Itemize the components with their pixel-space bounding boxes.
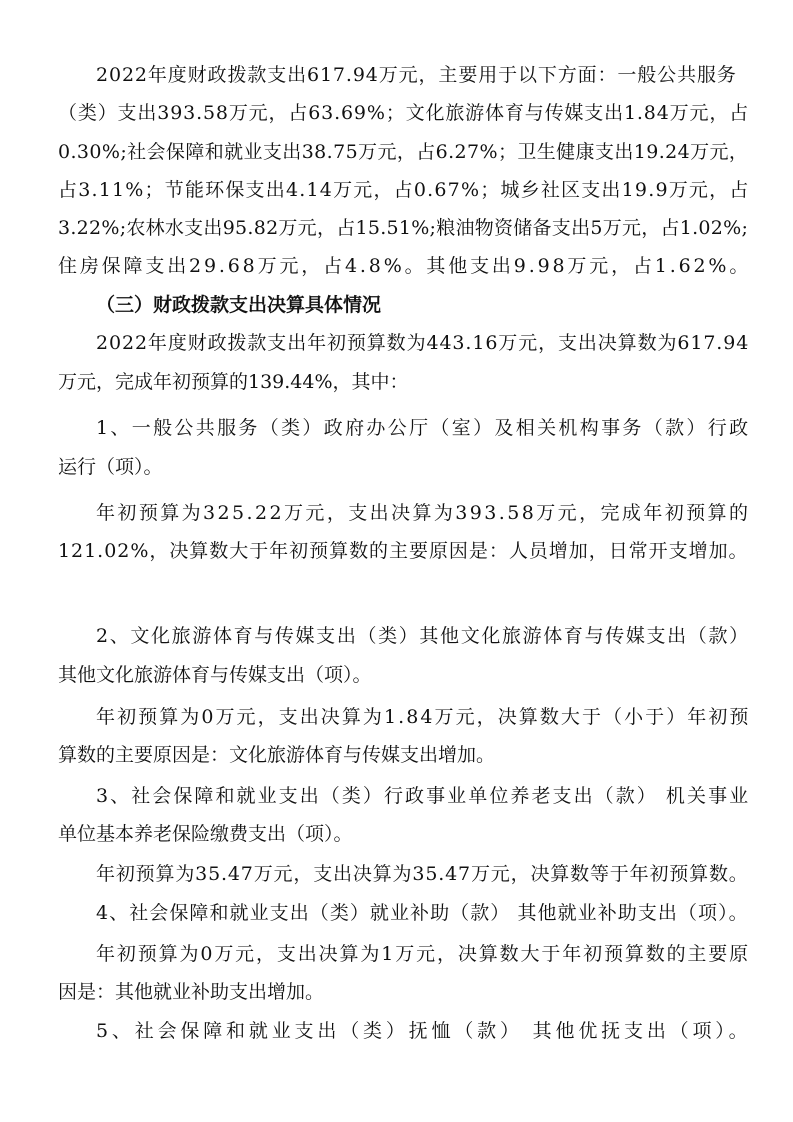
paragraph-line: 4、社会保障和就业支出（类）就业补助（款） 其他就业补助支出（项）。 xyxy=(96,902,749,924)
paragraph-line: （类）支出393.58万元，占63.69%；文化旅游体育与传媒支出1.84万元，占 xyxy=(58,102,750,124)
paragraph-line: 0.30%;社会保障和就业支出38.75万元，占6.27%；卫生健康支出19.24万元， xyxy=(58,141,749,163)
paragraph-line: 算数的主要原因是：文化旅游体育与传媒支出增加。 xyxy=(58,744,496,766)
paragraph-line: 年初预算为0万元，支出决算为1.84万元，决算数大于（小于）年初预 xyxy=(96,706,751,728)
paragraph-line: 万元，完成年初预算的139.44%，其中： xyxy=(58,371,409,393)
paragraph-line: 2022年度财政拨款支出617.94万元，主要用于以下方面：一般公共服务 xyxy=(96,64,737,86)
paragraph-line: 121.02%，决算数大于年初预算数的主要原因是：人员增加，日常开支增加。 xyxy=(58,540,749,562)
paragraph-line: 1、一般公共服务（类）政府办公厅（室）及相关机构事务（款）行政 xyxy=(96,417,751,439)
paragraph-line: 单位基本养老保险缴费支出（项）。 xyxy=(58,823,353,845)
paragraph-line: 年初预算为35.47万元，支出决算为35.47万元，决算数等于年初预算数。 xyxy=(96,863,749,885)
paragraph-line: 2、文化旅游体育与传媒支出（类）其他文化旅游体育与传媒支出（款） xyxy=(96,625,750,647)
section-heading-text: （三）财政拨款支出决算具体情况 xyxy=(96,294,382,316)
paragraph-line: 因是：其他就业补助支出增加。 xyxy=(58,981,325,1003)
paragraph-line: 2022年度财政拨款支出年初预算数为443.16万元，支出决算数为617.94 xyxy=(96,332,750,354)
paragraph-line: 年初预算为325.22万元，支出决算为393.58万元，完成年初预算的 xyxy=(96,502,751,524)
paragraph-line: 3.22%;农林水支出95.82万元，占15.51%;粮油物资储备支出5万元，占1.02%; xyxy=(58,217,749,239)
paragraph-line: 5、社会保障和就业支出（类）抚恤（款） 其他优抚支出（项）。 xyxy=(96,1020,752,1042)
paragraph-line: 年初预算为0万元，支出决算为1万元，决算数大于年初预算数的主要原 xyxy=(96,943,751,965)
paragraph-line: 住房保障支出29.68万元，占4.8%。其他支出9.98万元，占1.62%。 xyxy=(58,255,752,277)
paragraph-line: 其他文化旅游体育与传媒支出（项）。 xyxy=(58,664,372,686)
paragraph-line: 运行（项）。 xyxy=(58,456,163,478)
paragraph-line: 占3.11%；节能环保支出4.14万元，占0.67%；城乡社区支出19.9万元，占 xyxy=(58,179,750,201)
paragraph-line: 3、社会保障和就业支出（类）行政事业单位养老支出（款） 机关事业 xyxy=(96,785,751,807)
